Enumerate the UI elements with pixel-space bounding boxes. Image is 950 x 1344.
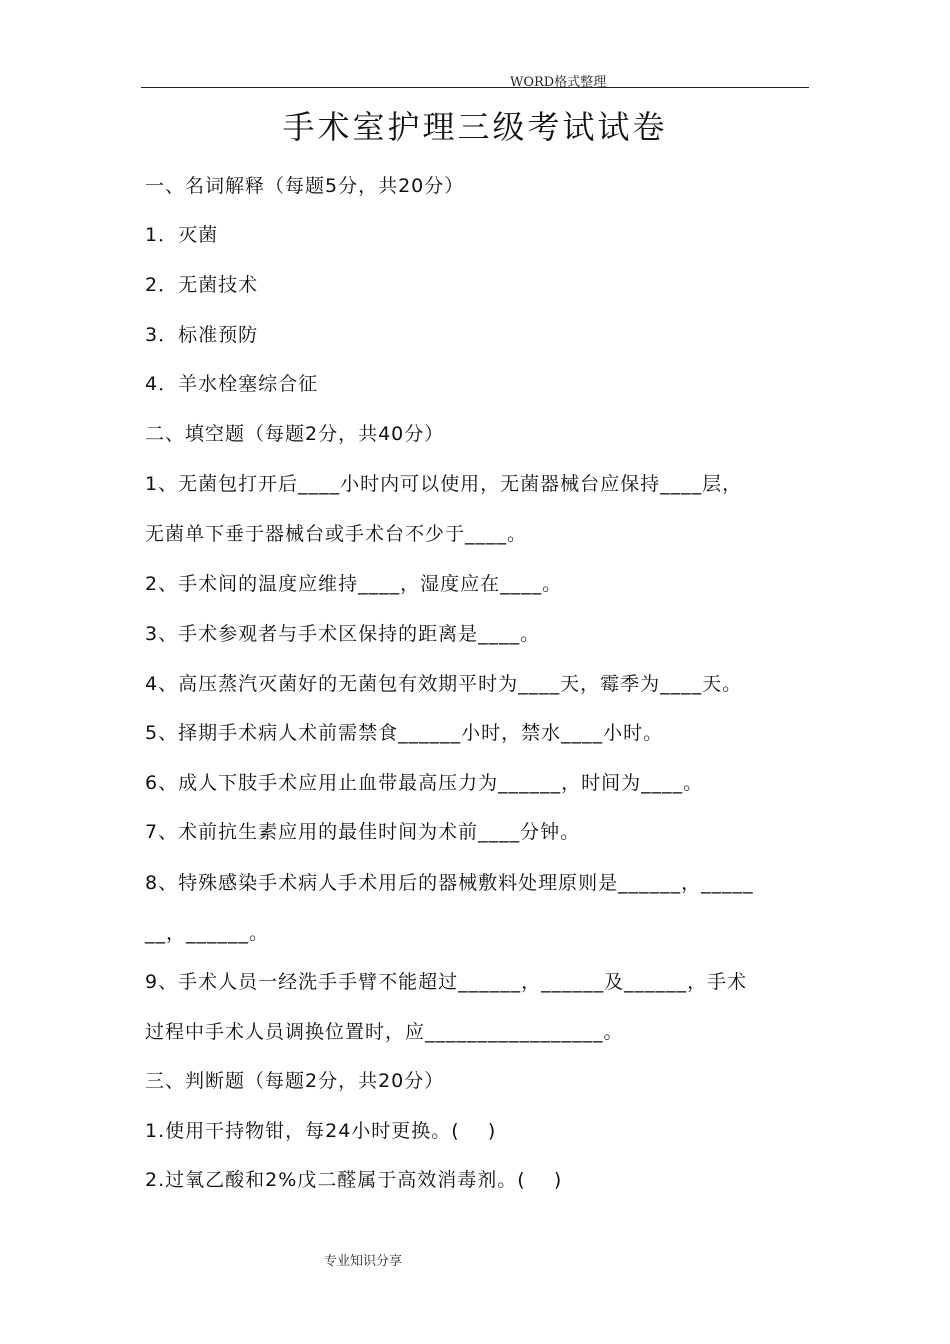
exam-title: 手术室护理三级考试试卷 [282, 108, 668, 146]
question-line: 3．标准预防 [145, 324, 259, 346]
section-heading-fill-in: 二、填空题（每题2分，共40分） [145, 423, 445, 445]
question-line: 1.使用干持物钳，每24小时更换。( ) [145, 1120, 497, 1142]
question-line: 9、手术人员一经洗手手臂不能超过______，______及______，手术 [145, 971, 748, 993]
question-line: 2．无菌技术 [145, 274, 259, 296]
page-footer-text: 专业知识分享 [324, 1254, 403, 1269]
question-line: 过程中手术人员调换位置时，应_________________。 [145, 1021, 624, 1043]
section-heading-definitions: 一、名词解释（每题5分，共20分） [145, 175, 465, 197]
question-line: 4．羊水栓塞综合征 [145, 373, 319, 395]
page-header-text: WORD格式整理 [510, 75, 607, 90]
question-line: 7、术前抗生素应用的最佳时间为术前____分钟。 [145, 821, 581, 843]
question-line: 6、成人下肢手术应用止血带最高压力为______，时间为____。 [145, 772, 704, 794]
question-line: 3、手术参观者与手术区保持的距离是____。 [145, 623, 541, 645]
question-line: 1．灭菌 [145, 224, 219, 246]
section-heading-true-false: 三、判断题（每题2分，共20分） [145, 1070, 445, 1092]
question-line: 8、特殊感染手术病人手术用后的器械敷料处理原则是______，_____ [145, 872, 754, 894]
question-line: 1、无菌包打开后____小时内可以使用，无菌器械台应保持____层， [145, 473, 743, 495]
question-line: __，______。 [145, 922, 270, 944]
question-line: 4、高压蒸汽灭菌好的无菌包有效期平时为____天，霉季为____天。 [145, 673, 743, 695]
header-divider [141, 87, 809, 88]
question-line: 2、手术间的温度应维持____，湿度应在____。 [145, 573, 563, 595]
question-line: 2.过氧乙酸和2%戊二醛属于高效消毒剂。( ) [145, 1169, 563, 1191]
question-line: 无菌单下垂于器械台或手术台不少于____。 [145, 523, 528, 545]
question-line: 5、择期手术病人术前需禁食______小时，禁水____小时。 [145, 722, 664, 744]
